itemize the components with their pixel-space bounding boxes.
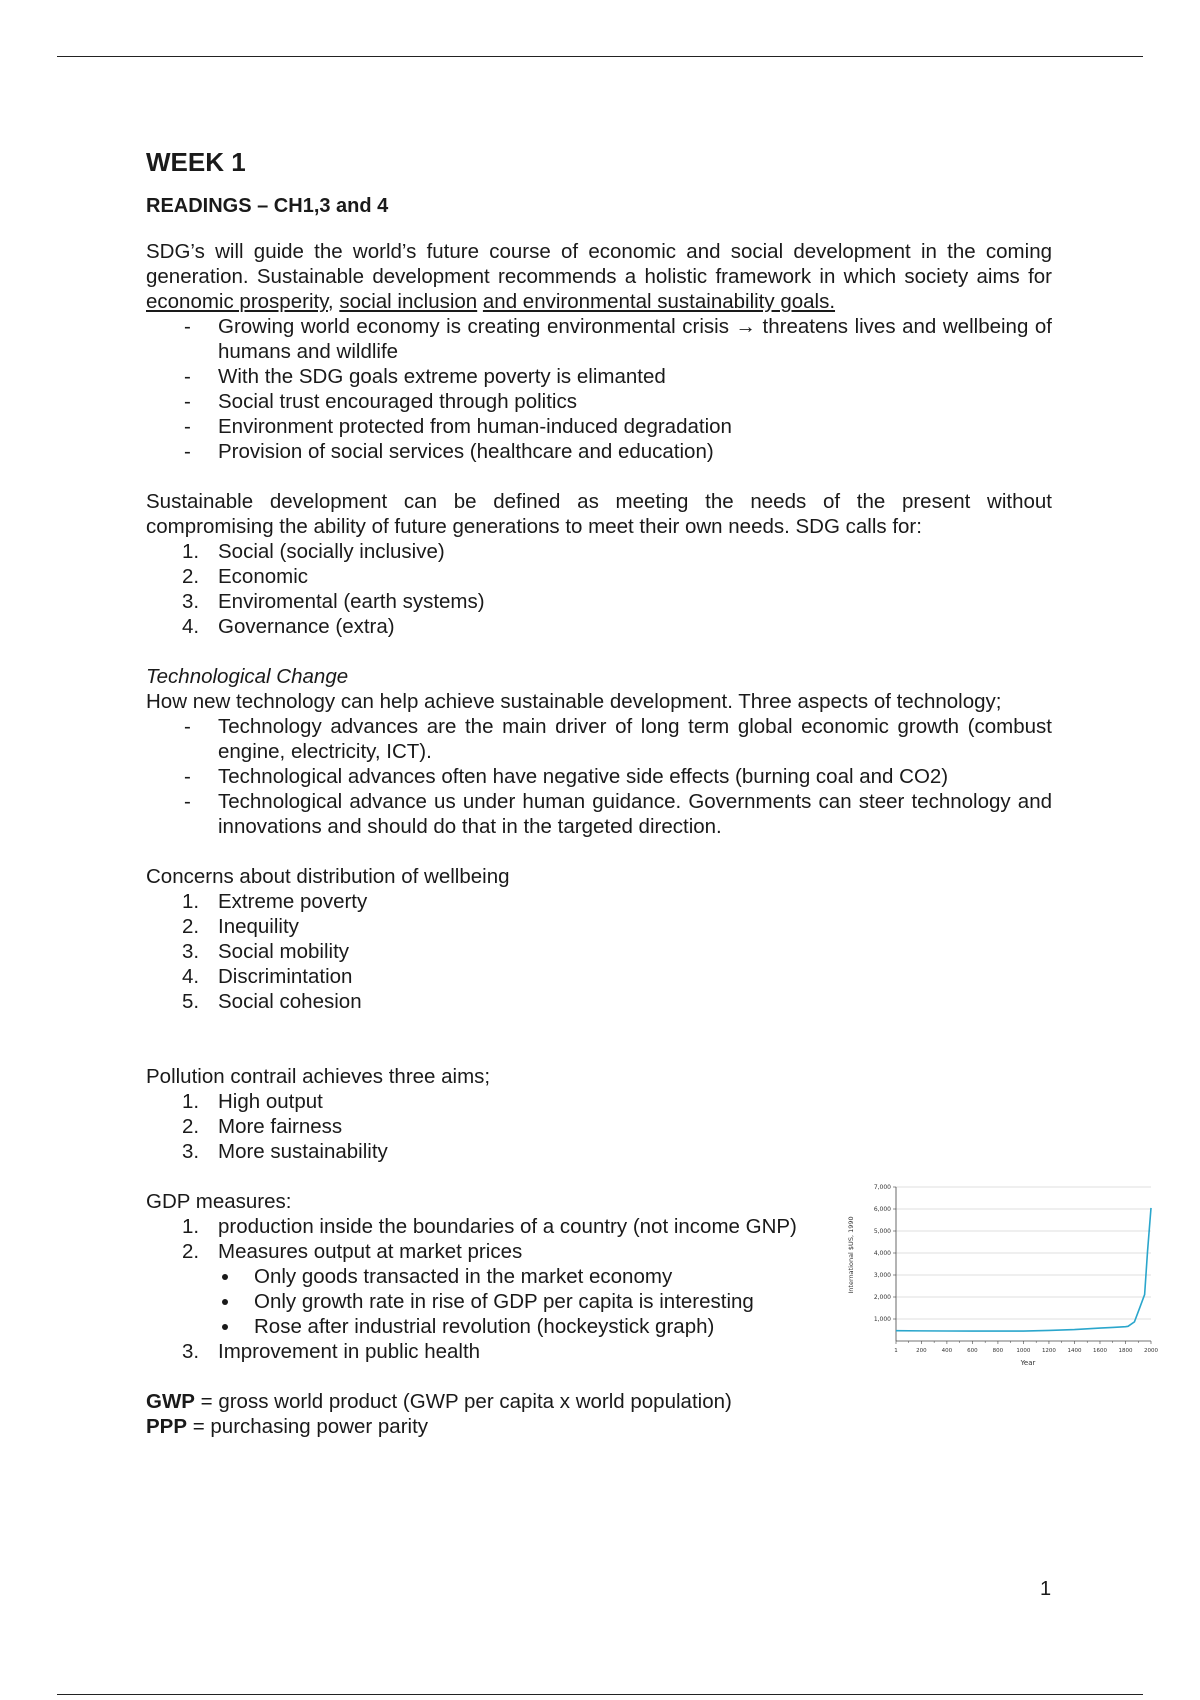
x-axis-label: Year	[1020, 1359, 1036, 1367]
list-item: Only goods transacted in the market economy	[146, 1264, 810, 1289]
x-tick-label: 1000	[1016, 1348, 1031, 1354]
list-item: 3. Social mobility	[182, 940, 350, 963]
x-tick-label: 1200	[1041, 1348, 1056, 1354]
list-item: 1. Social (socially inclusive)	[182, 540, 445, 563]
x-tick-label: 400	[941, 1348, 953, 1354]
tech-points-list	[146, 714, 1052, 839]
y-tick-label: 3,000	[873, 1272, 891, 1279]
bottom-rule	[57, 1694, 1143, 1695]
pollution-heading: Pollution contrail achieves three aims;	[146, 1065, 491, 1088]
y-tick-label: 5,000	[873, 1228, 891, 1235]
tech-intro: How new technology can help achieve sustainable development. Three aspects of technology;	[146, 690, 1002, 713]
top-rule	[57, 56, 1143, 57]
list-item: 3. More sustainability	[182, 1140, 388, 1163]
y-tick-label: 1,000	[873, 1316, 891, 1323]
x-tick-label: 200	[916, 1348, 927, 1354]
list-item: 2. Economic	[182, 565, 309, 588]
definition-gwp: GWP = gross world product (GWP per capita x world population)	[146, 1390, 732, 1413]
y-tick-label: 7,000	[873, 1184, 891, 1191]
x-tick-label: 2000	[1144, 1348, 1158, 1354]
x-tick-label: 1800	[1118, 1348, 1133, 1354]
list-item: 3. Improvement in public health	[182, 1340, 481, 1363]
list-item: 3. Enviromental (earth systems)	[182, 590, 485, 613]
list-item: 4. Discrimintation	[182, 965, 353, 988]
y-axis-label: International $US, 1990	[847, 1216, 855, 1294]
x-tick-label: 1600	[1092, 1348, 1107, 1354]
definition-paragraph: Sustainable development can be defined as meeting the needs of the present without compromising the ability of future generations to meet their own needs. SDG calls for:	[146, 490, 1052, 538]
readings-heading: READINGS – CH1,3 and 4	[146, 195, 389, 217]
gdp-list	[146, 1214, 810, 1264]
concerns-list	[146, 889, 1052, 1014]
y-tick-label: 4,000	[873, 1250, 891, 1257]
list-item: - Social trust encouraged through politics	[146, 389, 1052, 414]
list-item: - Technological advances often have negative side effects (burning coal and CO2)	[146, 764, 1052, 789]
gdp-bullets	[146, 1264, 810, 1339]
series-line	[896, 1208, 1151, 1331]
list-item: Only growth rate in rise of GDP per capita is interesting	[146, 1289, 810, 1314]
intro-paragraph: SDG’s will guide the world’s future course of economic and social development in the coming generation. Sustainable development recommends a holistic framework in which society aims for economic prosperity, social inclusion and environmental sustainability goals.	[146, 240, 1052, 313]
y-tick-label: 6,000	[873, 1206, 891, 1213]
page-number: 1	[1040, 1578, 1052, 1600]
x-tick-label: 600	[967, 1348, 978, 1354]
list-item: 5. Social cohesion	[182, 990, 362, 1013]
concerns-heading: Concerns about distribution of wellbeing	[146, 865, 510, 888]
gdp-list-continued	[146, 1339, 810, 1364]
list-item: - Technology advances are the main driver of long term global economic growth (combust engine, electricity, ICT).	[146, 714, 1052, 764]
list-item: 2. Measures output at market prices	[182, 1240, 523, 1263]
list-item: 2. Inequility	[182, 915, 299, 938]
list-item: 1. production inside the boundaries of a country (not income GNP)	[182, 1215, 797, 1238]
list-item: 4. Governance (extra)	[182, 615, 395, 638]
list-item: - Growing world economy is creating environmental crisis → threatens lives and wellbeing of humans and wildlife	[146, 314, 1052, 364]
x-tick-label: 1400	[1067, 1348, 1082, 1354]
intro-points-list	[146, 314, 1052, 464]
gdp-heading: GDP measures:	[146, 1190, 292, 1213]
document-body	[146, 146, 1158, 1439]
list-item: - Provision of social services (healthcare and education)	[146, 439, 1052, 464]
tech-heading: Technological Change	[146, 665, 349, 688]
list-item: - With the SDG goals extreme poverty is elimanted	[146, 364, 1052, 389]
sdg-calls-list	[146, 539, 1052, 639]
definition-ppp: PPP = purchasing power parity	[146, 1415, 429, 1438]
y-tick-label: 2,000	[873, 1294, 891, 1301]
gdp-section	[146, 1184, 1158, 1367]
list-item: Rose after industrial revolution (hockeystick graph)	[146, 1314, 810, 1339]
gdp-hockeystick-chart	[841, 1175, 1171, 1375]
x-tick-label: 800	[992, 1348, 1004, 1354]
list-item: 1. High output	[182, 1090, 323, 1113]
page-title: WEEK 1	[146, 147, 246, 177]
list-item: - Technological advance us under human guidance. Governments can steer technology and innovations and should do that in the targeted direction.	[146, 789, 1052, 839]
x-tick-label: 1	[894, 1348, 898, 1354]
list-item: - Environment protected from human-induced degradation	[146, 414, 1052, 439]
list-item: 2. More fairness	[182, 1115, 343, 1138]
list-item: 1. Extreme poverty	[182, 890, 368, 913]
pollution-list	[146, 1089, 1052, 1164]
